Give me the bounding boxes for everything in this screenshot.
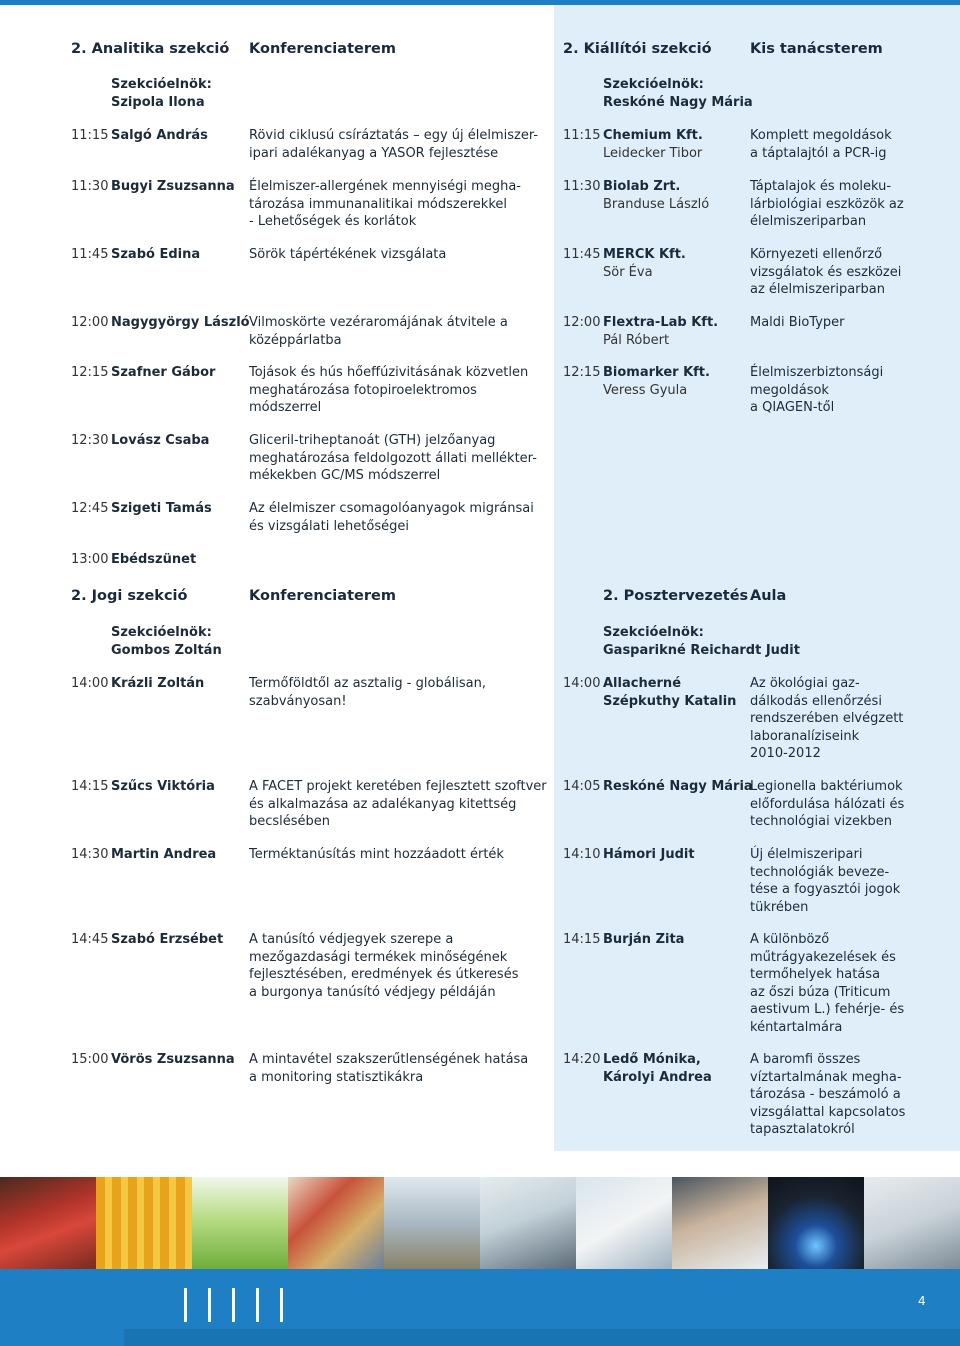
title-line: tapasztalatokról [750, 1122, 855, 1137]
title-line: tése a fogyasztói jogok [750, 882, 901, 897]
speaker-line: Allacherné [603, 676, 682, 691]
chair-name: Gombos Zoltán [111, 643, 222, 658]
talk-speaker [603, 675, 736, 710]
title-line: a burgonya tanúsító védjegy példáján [249, 984, 496, 1000]
talk-time: 14:00 [563, 676, 601, 691]
talk-title [249, 127, 538, 162]
chair-name: Szipola Ilona [111, 95, 205, 110]
talk-speaker: Krázli Zoltán [111, 676, 205, 691]
title-line: az élelmiszeriparban [750, 282, 885, 297]
chair-name: Reskóné Nagy Mária [603, 95, 753, 110]
bottom-strip [124, 1329, 960, 1346]
chair-name: Gasparikné Reichardt Judit [603, 643, 800, 658]
talk-time: 11:45 [71, 247, 109, 262]
talk-time: 11:45 [563, 247, 601, 262]
talk-time: 12:30 [71, 433, 109, 448]
break-label: Ebédszünet [111, 552, 197, 567]
title-line: technológiai vizekben [750, 814, 892, 829]
title-line: A mintavétel szakszerűtlenségének hatása [249, 1052, 529, 1067]
talk-speaker: Vörös Zsuzsanna [111, 1052, 235, 1067]
title-line: Gliceril-triheptanoát (GTH) jelzőanyag [249, 433, 496, 448]
page-number: 4 [918, 1294, 926, 1308]
talk-title [750, 364, 883, 417]
talk-title [750, 778, 904, 831]
speaker-line: Burján Zita [603, 932, 685, 947]
scientist-photo [864, 1177, 960, 1269]
talk-speaker: Bugyi Zsuzsanna [111, 179, 235, 194]
title-line: Komplett megoldások [750, 128, 892, 143]
talk-time: 11:15 [563, 128, 601, 143]
title-line: lárbiológiai eszközök az [750, 196, 904, 212]
title-line: Az élelmiszer csomagolóanyagok migránsai [249, 501, 534, 516]
exhibitor-person: Pál Róbert [603, 332, 670, 348]
speaker-line: Ledő Mónika, [603, 1052, 701, 1067]
title-line: - Lehetőségek és korlátok [249, 214, 417, 229]
talk-time: 14:15 [71, 779, 109, 794]
title-line: és alkalmazása az adalékanyag kitettség [249, 796, 517, 812]
session-chair [111, 624, 222, 660]
exhibitor-company: Chemium Kft. [603, 128, 703, 143]
bar-tick [208, 1288, 211, 1322]
talk-time: 14:30 [71, 847, 109, 862]
burner-photo [768, 1177, 864, 1269]
talk-time: 11:30 [71, 179, 109, 194]
title-line: középpárlatba [249, 332, 342, 348]
title-line: ipari adalékanyag a YASOR fejlesztése [249, 145, 499, 161]
talk-title [750, 675, 903, 763]
talk-title [750, 127, 892, 162]
exhibitor-company: Biolab Zrt. [603, 179, 681, 194]
meat-photo [0, 1177, 96, 1269]
exhibitor [603, 178, 709, 213]
talk-title [249, 364, 528, 417]
title-line: Környezeti ellenőrző [750, 247, 883, 262]
talk-title [249, 778, 547, 831]
talk-title [750, 1051, 905, 1139]
speaker-line: Szépkuthy Katalin [603, 693, 737, 709]
talk-time: 11:30 [563, 179, 601, 194]
session-title: 2. Jogi szekció [71, 588, 188, 604]
talk-time: 14:00 [71, 676, 109, 691]
title-line: vizsgálattal kapcsolatos [750, 1104, 906, 1120]
session-room: Kis tanácsterem [750, 41, 883, 57]
title-line: laboranalíziseink [750, 728, 860, 744]
talk-title [249, 675, 486, 710]
talk-speaker: Szabó Erzsébet [111, 932, 224, 947]
talk-title [249, 178, 521, 231]
talk-time: 14:45 [71, 932, 109, 947]
title-line: Az ökológiai gaz- [750, 676, 860, 691]
talk-title [249, 1051, 528, 1086]
title-line: víztartalmának megha- [750, 1069, 902, 1085]
talk-speaker: Szűcs Viktória [111, 779, 215, 794]
speaker-line: Károlyi Andrea [603, 1069, 712, 1085]
talk-time: 12:00 [71, 315, 109, 330]
title-line: meghatározása fotopiroelektromos [249, 382, 477, 398]
title-line: műtrágyakezelések és [750, 949, 896, 965]
talk-title [249, 931, 518, 1001]
exhibitor-company: Flextra-Lab Kft. [603, 315, 719, 330]
talk-title [249, 500, 534, 535]
title-line: Terméktanúsítás mint hozzáadott érték [249, 847, 504, 862]
title-line: A különböző [750, 932, 830, 947]
talk-time: 11:15 [71, 128, 109, 143]
exhibitor-company: MERCK Kft. [603, 247, 686, 262]
title-line: tükrében [750, 899, 809, 915]
title-line: rendszerében elvégzett [750, 711, 904, 726]
exhibitor-person: Leidecker Tibor [603, 145, 703, 161]
title-line: a monitoring statisztikákra [249, 1069, 424, 1085]
talk-title [750, 314, 844, 332]
title-line: tározása - beszámoló a [750, 1087, 901, 1102]
exhibitor [603, 314, 718, 349]
talk-time: 14:20 [563, 1052, 601, 1067]
lab-worker-photo [672, 1177, 768, 1269]
session-chair [111, 76, 212, 112]
talk-time: 12:45 [71, 501, 109, 516]
title-line: Élelmiszer-allergének mennyiségi megha- [249, 179, 521, 194]
title-line: fejlesztésében, eredmények és útkeresés [249, 967, 519, 982]
title-line: mezőgazdasági termékek minőségének [249, 949, 508, 965]
talk-title [750, 846, 900, 916]
session-room: Konferenciaterem [249, 588, 396, 604]
title-line: vizsgálatok és eszközei [750, 264, 902, 280]
title-line: Táptalajok és moleku- [750, 179, 892, 194]
session-chair [603, 624, 800, 660]
title-line: A tanúsító védjegyek szerepe a [249, 932, 454, 947]
talk-title [249, 432, 537, 485]
exhibitor [603, 364, 710, 399]
title-line: tározása immunanalitikai módszerekkel [249, 196, 507, 212]
title-line: mékekben GC/MS módszerrel [249, 468, 441, 483]
chair-label: Szekcióelnök: [111, 77, 212, 92]
talk-time: 14:10 [563, 847, 601, 862]
supermarket-photo [288, 1177, 384, 1269]
talk-time: 12:00 [563, 315, 601, 330]
session-title: 2. Analitika szekció [71, 41, 230, 57]
talk-speaker: Nagygyörgy László [111, 315, 250, 330]
talk-speaker: Lovász Csaba [111, 433, 210, 448]
test-tubes-photo [192, 1177, 288, 1269]
talk-title [249, 246, 446, 264]
bar-tick [280, 1288, 283, 1322]
talk-title [750, 931, 904, 1036]
title-line: szabványosan! [249, 693, 347, 709]
title-line: aestivum L.) fehérje- és [750, 1002, 905, 1017]
session-room: Aula [750, 588, 787, 604]
title-line: megoldások [750, 382, 829, 398]
petri-dish-photo [576, 1177, 672, 1269]
talk-time: 14:15 [563, 932, 601, 947]
talk-time: 12:15 [563, 365, 601, 380]
grain-silo-photo [384, 1177, 480, 1269]
title-line: előfordulása hálózati és [750, 796, 905, 812]
microscope-photo [480, 1177, 576, 1269]
speaker-line: Hámori Judit [603, 847, 695, 862]
title-line: Maldi BioTyper [750, 315, 845, 330]
title-line: termőhelyek hatása [750, 967, 881, 982]
talk-speaker: Martin Andrea [111, 847, 217, 862]
title-line: Tojások és hús hőeffúzivitásának közvetlen [249, 365, 529, 380]
title-line: A baromfi összes [750, 1052, 861, 1067]
exhibitor-person: Veress Gyula [603, 382, 688, 398]
talk-title [750, 178, 904, 231]
talk-speaker [603, 1051, 712, 1086]
title-line: a QIAGEN-től [750, 400, 835, 415]
break-time: 13:00 [71, 552, 109, 567]
title-line: Legionella baktériumok [750, 779, 903, 794]
title-line: Sörök tápértékének vizsgálata [249, 247, 447, 262]
chair-label: Szekcióelnök: [603, 625, 704, 640]
title-line: Termőföldtől az asztalig - globálisan, [249, 676, 487, 691]
title-line: A FACET projekt keretében fejlesztett szoftver [249, 779, 547, 794]
talk-speaker: Szabó Edina [111, 247, 201, 262]
bar-tick [256, 1288, 259, 1322]
title-line: a táptalajtól a PCR-ig [750, 145, 887, 161]
title-line: az őszi búza (Triticum [750, 984, 891, 1000]
talk-time: 15:00 [71, 1052, 109, 1067]
title-line: Rövid ciklusú csíráztatás – egy új élelmiszer- [249, 128, 539, 143]
title-line: élelmiszeriparban [750, 214, 867, 229]
talk-title [750, 246, 901, 299]
title-line: becslésében [249, 814, 331, 829]
title-line: meghatározása feldolgozott állati mellékter- [249, 450, 537, 466]
talk-speaker [603, 778, 753, 796]
talk-time: 14:05 [563, 779, 601, 794]
session-room: Konferenciaterem [249, 41, 396, 57]
talk-speaker [603, 931, 684, 949]
talk-title [249, 314, 508, 349]
exhibitor-person: Branduse László [603, 196, 710, 212]
chair-label: Szekcióelnök: [603, 77, 704, 92]
session-title: 2. Posztervezetés [603, 588, 749, 604]
exhibitor [603, 127, 703, 162]
talk-speaker: Szigeti Tamás [111, 501, 212, 516]
title-line: kéntartalmára [750, 1019, 843, 1035]
exhibitor [603, 246, 686, 281]
title-line: és vizsgálati lehetőségei [249, 518, 409, 534]
title-line: Élelmiszerbiztonsági [750, 365, 884, 380]
bar-tick [184, 1288, 187, 1322]
talk-time: 12:15 [71, 365, 109, 380]
speaker-line: Reskóné Nagy Mária [603, 779, 753, 794]
title-line: technológiák beveze- [750, 864, 890, 880]
bar-tick [232, 1288, 235, 1322]
talk-speaker [603, 846, 695, 864]
exhibitor-person: Sör Éva [603, 264, 653, 280]
chair-label: Szekcióelnök: [111, 625, 212, 640]
talk-speaker: Salgó András [111, 128, 208, 143]
title-line: Új élelmiszeripari [750, 847, 863, 862]
session-chair [603, 76, 753, 112]
title-line: dálkodás ellenőrzési [750, 693, 882, 709]
exhibitor-company: Biomarker Kft. [603, 365, 710, 380]
corn-photo [96, 1177, 192, 1269]
title-line: 2010-2012 [750, 746, 821, 761]
talk-title [249, 846, 504, 864]
session-title: 2. Kiállítói szekció [563, 41, 712, 57]
title-line: Vilmoskörte vezéraromájának átvitele a [249, 315, 508, 330]
photo-strip [0, 1177, 960, 1269]
talk-speaker: Szafner Gábor [111, 365, 216, 380]
title-line: módszerrel [249, 400, 322, 415]
